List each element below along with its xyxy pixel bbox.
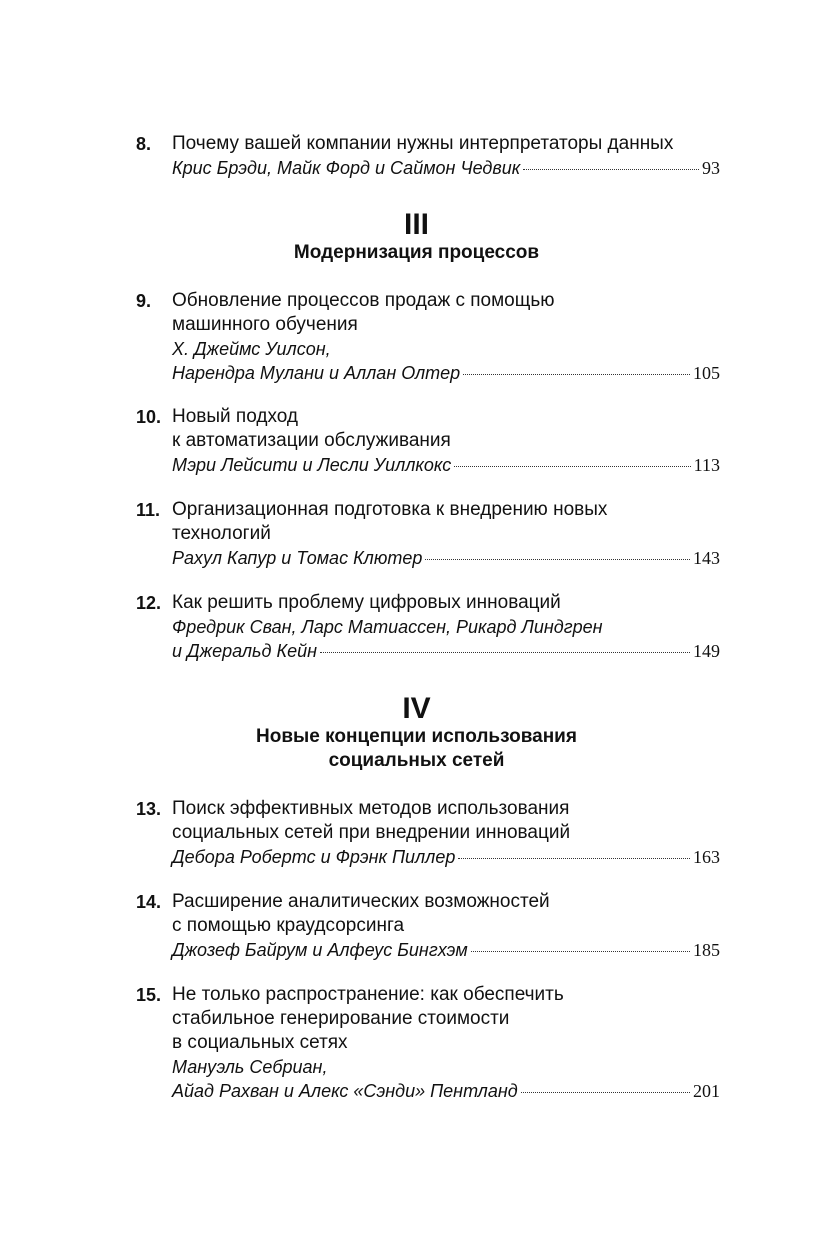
dot-leader: [521, 1092, 690, 1093]
page-number: 163: [693, 847, 720, 867]
entry-title: Не только распространение: как обеспечить: [172, 984, 564, 1005]
dot-leader: [463, 374, 690, 375]
entry-number: 14.: [136, 892, 162, 912]
toc-entry-8[interactable]: [136, 132, 720, 180]
part-numeral: IV: [402, 692, 431, 725]
entry-number: 8.: [136, 134, 152, 154]
entry-number: 11.: [136, 500, 161, 520]
entry-author: Мануэль Себриан,: [172, 1057, 328, 1077]
entry-author: Айад Рахван и Алекс «Сэнди» Пентланд: [172, 1081, 518, 1101]
dot-leader: [425, 559, 690, 560]
page-number: 93: [702, 158, 720, 178]
part-heading-3: [0, 209, 833, 265]
page-number: 201: [693, 1081, 720, 1101]
toc-entry-15[interactable]: [136, 983, 720, 1103]
entry-number: 10.: [136, 407, 162, 427]
entry-title: Обновление процессов продаж с помощью: [172, 290, 555, 311]
entry-title: в социальных сетях: [172, 1032, 348, 1053]
entry-author: Дебора Робертс и Фрэнк Пиллер: [172, 847, 456, 867]
toc-entry-9[interactable]: [136, 289, 720, 385]
dot-leader: [320, 652, 690, 653]
page-number: 149: [693, 641, 720, 661]
entry-author: Х. Джеймс Уилсон,: [172, 339, 331, 359]
entry-title: Почему вашей компании нужны интерпретаторы данных: [172, 133, 674, 154]
dot-leader: [523, 169, 699, 170]
page-number: 113: [693, 455, 720, 475]
part-title: социальных сетей: [328, 750, 505, 771]
toc-entry-13[interactable]: [136, 797, 720, 869]
entry-number: 13.: [136, 799, 162, 819]
entry-title: технологий: [172, 523, 271, 544]
page-number: 105: [693, 363, 720, 383]
entry-title: Новый подход: [172, 406, 298, 427]
entry-title: социальных сетей при внедрении инноваций: [172, 822, 571, 843]
entry-number: 12.: [136, 593, 162, 613]
entry-title: Организационная подготовка к внедрению новых: [172, 499, 608, 520]
entry-title: Как решить проблему цифровых инноваций: [172, 592, 561, 613]
entry-author: Фредрик Сван, Ларс Матиассен, Рикард Линдгрен: [172, 617, 603, 637]
part-numeral: III: [403, 208, 429, 241]
entry-title: к автоматизации обслуживания: [172, 430, 451, 451]
toc-entry-11[interactable]: [136, 498, 720, 570]
page-number: 143: [693, 548, 720, 568]
entry-title: с помощью краудсорсинга: [172, 915, 405, 936]
entry-number: 9.: [136, 291, 152, 311]
entry-author: Нарендра Мулани и Аллан Олтер: [172, 363, 461, 383]
entry-author: Мэри Лейсити и Лесли Уиллкокс: [172, 455, 452, 475]
part-title: Новые концепции использования: [256, 726, 577, 747]
dot-leader: [458, 858, 690, 859]
toc-entry-10[interactable]: [136, 405, 720, 477]
entry-number: 15.: [136, 985, 162, 1005]
part-heading-4: [0, 693, 833, 773]
entry-title: машинного обучения: [172, 314, 358, 335]
toc-entry-14[interactable]: [136, 890, 720, 962]
toc-entry-12[interactable]: [136, 591, 720, 663]
entry-title: Расширение аналитических возможностей: [172, 891, 550, 912]
entry-author: Джозеф Байрум и Алфеус Бингхэм: [172, 940, 468, 960]
entry-author: и Джеральд Кейн: [172, 641, 318, 661]
part-title: Модернизация процессов: [293, 242, 540, 263]
entry-author: Рахул Капур и Томас Клютер: [172, 548, 423, 568]
dot-leader: [454, 466, 690, 467]
entry-title: Поиск эффективных методов использования: [172, 798, 570, 819]
entry-title: стабильное генерирование стоимости: [172, 1008, 510, 1029]
entry-author: Крис Брэди, Майк Форд и Саймон Чедвик: [172, 158, 521, 178]
dot-leader: [471, 951, 690, 952]
page-number: 185: [693, 940, 720, 960]
